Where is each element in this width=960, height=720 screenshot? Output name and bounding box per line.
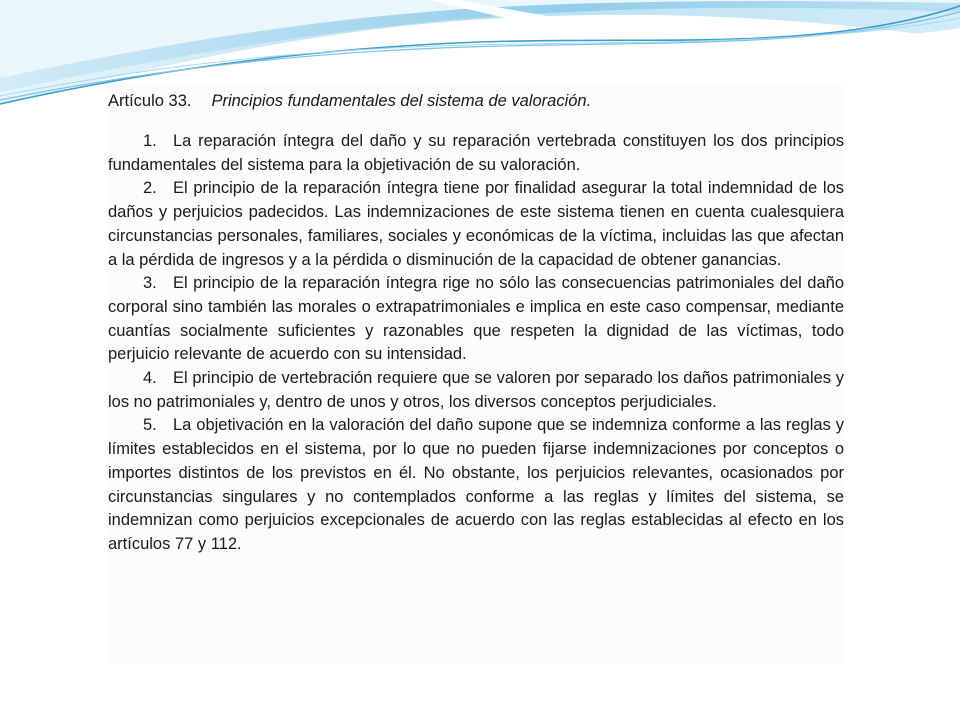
paragraph-text: El principio de la reparación íntegra tiene por finalidad asegurar la total indemnidad de los daños y perjuicios padecidos. Las indemnizaciones de este sistema tienen en cuenta cualesquiera circunstancias personales, familiares, sociales y económicas de la víctima, incluidas las que afectan a la pérdida de ingresos y a la pérdida o disminución de la capacidad de obtener ganancias. [108,179,844,269]
paragraph-5 [108,414,844,556]
paragraph-text: La reparación íntegra del daño y su reparación vertebrada constituyen los dos principios fundamentales del sistema para la objetivación de su valoración. [108,132,844,174]
paragraph-number: 1. [143,132,157,150]
document-excerpt [108,84,844,664]
article-body [108,130,844,557]
paragraph-text: El principio de la reparación íntegra rige no sólo las consecuencias patrimoniales del daño corporal sino también las morales o extrapatrimoniales e implica en este caso compensar, mediante cuantías socialmente suficientes y razonables que respeten la dignidad de las víctimas, todo perjuicio relevante de acuerdo con su intensidad. [108,274,844,364]
paragraph-4 [108,367,844,414]
paragraph-1 [108,130,844,177]
paragraph-2 [108,177,844,272]
article-heading [108,84,844,112]
paragraph-number: 5. [143,416,157,435]
paragraph-number: 3. [143,274,157,293]
paragraph-text: La objetivación en la valoración del daño supone que se indemniza conforme a las reglas y límites establecidos en el sistema, por lo que no pueden fijarse indemnizaciones por conceptos o importes distintos de los previstos en él. No obstante, los perjuicios relevantes, ocasionados por circunstancias singulares y no contemplados conforme a las reglas y límites del sistema, se indemnizan como perjuicios excepcionales de acuerdo con las reglas establecidas al efecto en los artículos 77 y 112. [108,416,844,553]
article-title: Principios fundamentales del sistema de valoración. [211,92,592,110]
paragraph-number: 2. [143,179,157,198]
paragraph-text: El principio de vertebración requiere que se valoren por separado los daños patrimoniales y los no patrimoniales y, dentro de unos y otros, los diversos conceptos perjudiciales. [108,369,844,411]
article-number: Artículo 33. [108,92,192,110]
paragraph-number: 4. [143,369,157,388]
paragraph-3 [108,272,844,367]
